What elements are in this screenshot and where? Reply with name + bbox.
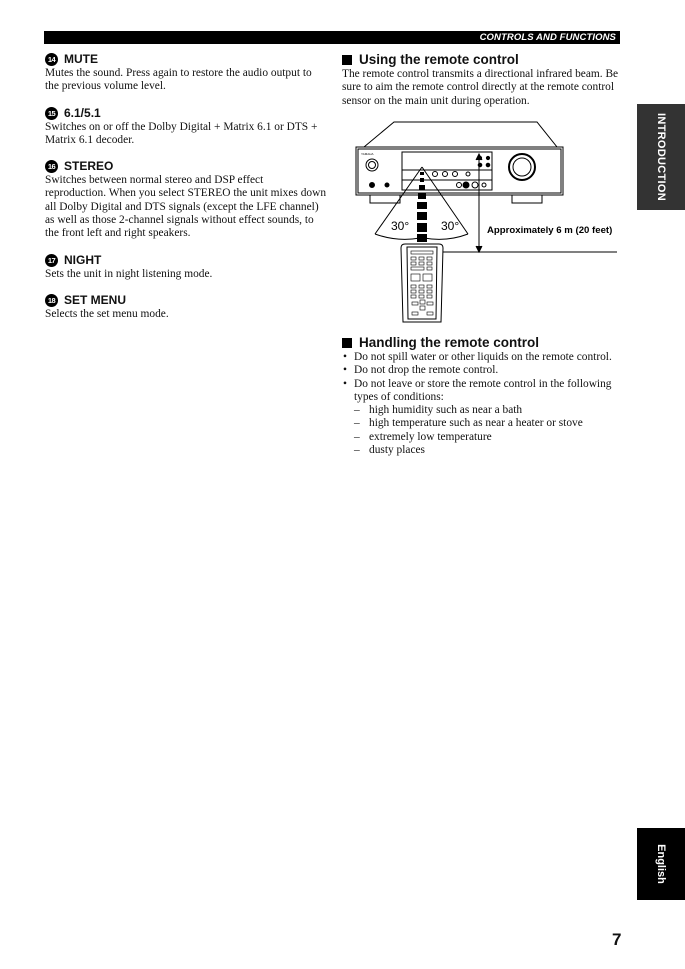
circled-number-icon: 15: [45, 107, 58, 120]
right-angle-label: 30°: [441, 219, 460, 233]
circled-number-icon: 16: [45, 160, 58, 173]
section-header-bar: [44, 31, 620, 44]
side-tab-label: INTRODUCTION: [655, 113, 667, 201]
condition-item: – dusty places: [354, 444, 627, 457]
item-description: Sets the unit in night listening mode.: [45, 267, 213, 280]
circled-number-icon: 18: [45, 294, 58, 307]
distance-label: Approximately 6 m (20 feet): [487, 225, 613, 236]
item-description: Switches on or off the Dolby Digital + Matrix 6.1 or DTS + Matrix 6.1 decoder.: [45, 120, 318, 146]
item-title: 6.1/5.1: [64, 105, 101, 120]
conditions-list: [354, 404, 627, 457]
handling-section: [342, 335, 627, 457]
bullet-item: • Do not leave or store the remote control in the following types of conditions: – high humidity such as near a bath – high temperature such as near a heater or stove – extremely low temperature – dusty places: [342, 378, 627, 458]
circled-number-icon: 14: [45, 53, 58, 66]
svg-text:YAMAHA: YAMAHA: [361, 152, 374, 156]
condition-item: – extremely low temperature: [354, 431, 627, 444]
section-header-title: CONTROLS AND FUNCTIONS: [479, 32, 616, 43]
remote-range-diagram: [342, 112, 632, 332]
using-remote-heading: Using the remote control: [342, 52, 624, 68]
item-6-1-5-1: [45, 106, 327, 148]
bullet-item: • Do not drop the remote control.: [342, 364, 627, 377]
item-mute: [45, 52, 327, 94]
bullet-item: • Do not spill water or other liquids on the remote control.: [342, 351, 627, 364]
left-column: [45, 52, 327, 333]
circled-number-icon: 17: [45, 254, 58, 267]
item-description: Switches between normal stereo and DSP effect reproduction. When you select STEREO the unit mixes down all Dolby Digital and DTS signals (except the LFE channel) as well as those 2-channel signals without effect sounds, to the front left and right speakers.: [45, 174, 327, 240]
right-column-top: [342, 52, 624, 108]
item-set-menu: [45, 293, 327, 321]
item-description: Mutes the sound. Press again to restore the audio output to the previous volume level.: [45, 67, 312, 93]
item-night: [45, 253, 327, 281]
item-stereo: [45, 159, 327, 240]
condition-item: – high temperature such as near a heater or stove: [354, 417, 627, 430]
item-title: SET MENU: [64, 292, 127, 307]
left-angle-label: 30°: [391, 219, 410, 233]
side-tab-label: English: [655, 844, 667, 884]
item-title: MUTE: [64, 52, 98, 66]
condition-item: – high humidity such as near a bath: [354, 404, 627, 417]
item-title: STEREO: [64, 159, 114, 174]
item-title: NIGHT: [64, 252, 102, 267]
item-description: Selects the set menu mode.: [45, 307, 169, 320]
side-tab-english: [637, 828, 685, 900]
square-bullet-icon: [342, 55, 352, 65]
using-remote-text: The remote control transmits a directional infrared beam. Be sure to aim the remote control directly at the remote control sensor on the main unit during operation.: [342, 68, 619, 107]
handling-remote-heading: Handling the remote control: [342, 335, 627, 351]
receiver-remote-illustration: [342, 112, 632, 332]
side-tab-introduction: [637, 104, 685, 210]
page-number: 7: [612, 930, 622, 949]
square-bullet-icon: [342, 338, 352, 348]
handling-bullet-list: [342, 351, 627, 457]
